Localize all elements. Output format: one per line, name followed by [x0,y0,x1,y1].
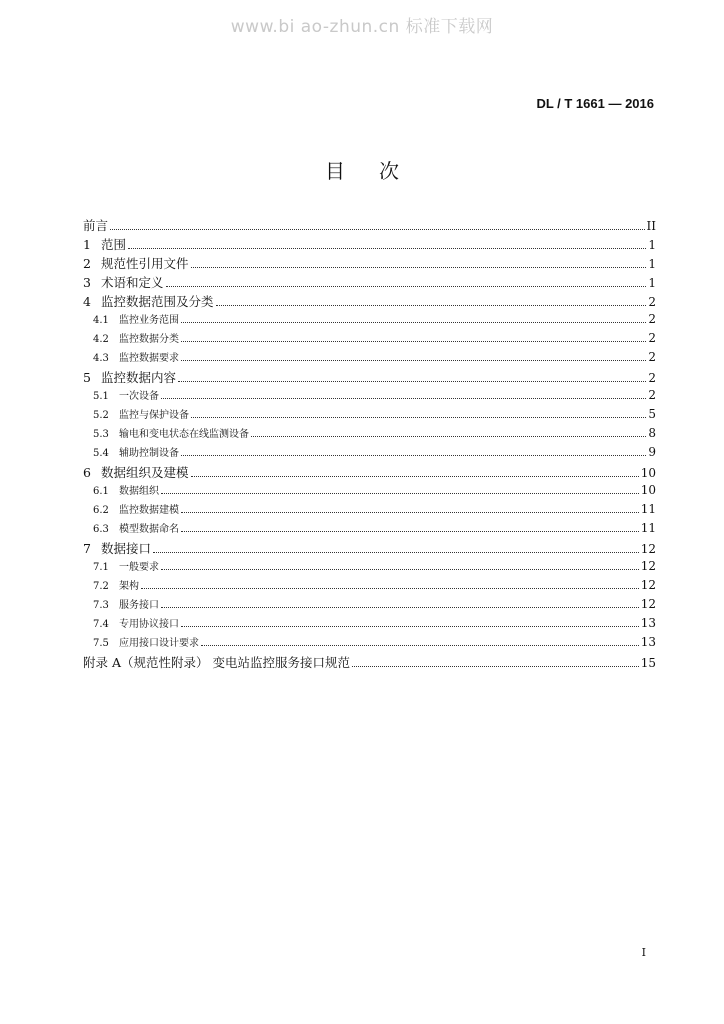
toc-entry-label: 输电和变电状态在线监测设备 [119,429,249,440]
toc-entry[interactable] [83,254,656,273]
toc-entry-label: 辅助控制设备 [119,448,179,459]
toc-dot-leader [181,360,646,361]
toc-entry-number: 4.1 [93,315,109,326]
toc-entry-page: 2 [648,371,656,385]
toc-entry-label: 一般要求 [119,562,159,573]
toc-entry-page: 13 [640,616,656,630]
toc-entry-label: 监控与保护设备 [119,410,189,421]
toc-entry-number: 4.3 [93,353,109,364]
toc-entry-page: 2 [648,388,656,402]
toc-entry-label: 架构 [119,581,139,592]
toc-entry-page: 15 [640,656,656,670]
toc-dot-leader [110,229,645,230]
toc-entry-number: 5.2 [93,410,109,421]
toc-entry-page: 2 [648,295,656,309]
toc-entry-number: 6 [83,465,91,480]
toc-entry-label: 应用接口设计要求 [119,638,199,649]
toc-entry[interactable] [83,444,656,463]
toc-entry-number: 7.4 [93,619,109,630]
toc-entry-page: 10 [640,466,656,480]
toc-entry-page: 2 [648,331,656,345]
toc-dot-leader [161,493,639,494]
toc-dot-leader [178,381,646,382]
toc-entry[interactable] [83,653,656,672]
toc-entry-page: 1 [648,276,656,290]
toc-dot-leader [191,267,647,268]
toc-entry-label: 范围 [101,237,127,252]
toc-entry-page: 8 [648,426,656,440]
toc-entry-number: 2 [83,256,91,271]
toc-entry[interactable] [83,501,656,520]
toc-entry-number: 5.4 [93,448,109,459]
toc-entry-number: 5.1 [93,391,109,402]
toc-entry-page: 5 [648,407,656,421]
toc-entry-number: 6.3 [93,524,109,535]
toc-entry-label: 一次设备 [119,391,159,402]
toc-entry-label: 数据组织及建模 [101,465,189,480]
toc-entry-page: 10 [640,483,656,497]
toc-entry-number: 5 [83,370,91,385]
toc-dot-leader [251,436,646,437]
toc-dot-leader [181,531,639,532]
toc-entry-number: 7.2 [93,581,109,592]
toc-entry[interactable] [83,558,656,577]
toc-dot-leader [161,398,646,399]
toc-entry[interactable] [83,216,656,235]
toc-entry[interactable] [83,634,656,653]
toc-entry-page: 11 [640,521,656,535]
toc-dot-leader [166,286,647,287]
toc-entry-number: 7.5 [93,638,109,649]
toc-entry-number: 4 [83,294,91,309]
toc-entry[interactable] [83,577,656,596]
toc-dot-leader [216,305,647,306]
toc-dot-leader [181,455,646,456]
toc-dot-leader [181,512,639,513]
toc-entry-number: 5.3 [93,429,109,440]
toc-entry[interactable] [83,235,656,254]
toc-entry-page: 13 [640,635,656,649]
toc-entry-page: 2 [648,312,656,326]
toc-entry[interactable] [83,463,656,482]
toc-entry-number: 7.1 [93,562,109,573]
toc-entry-label: 术语和定义 [101,275,164,290]
toc-entry-page: 12 [640,578,656,592]
toc-dot-leader [153,552,639,553]
toc-entry-page: 1 [648,238,656,252]
toc-entry-label: 规范性引用文件 [101,256,189,271]
toc-entry-label: 监控业务范围 [119,315,179,326]
toc-entry-label: 模型数据命名 [119,524,179,535]
toc-entry-number: 6.1 [93,486,109,497]
toc-entry[interactable] [83,349,656,368]
toc-entry[interactable] [83,425,656,444]
toc-entry-label: 数据组织 [119,486,159,497]
watermark: www.bi ao-zhun.cn 标准下载网 [230,17,494,37]
toc-entry-page: 12 [640,559,656,573]
toc-entry-label: 前言 [83,218,109,233]
toc-entry[interactable] [83,482,656,501]
toc-dot-leader [352,666,639,667]
toc-entry-label: 专用协议接口 [119,619,179,630]
toc-entry-number: 3 [83,275,91,290]
toc-entry[interactable] [83,615,656,634]
toc-entry-label: 监控数据建模 [119,505,179,516]
toc-entry[interactable] [83,387,656,406]
document-code: DL / T 1661 — 2016 [536,96,654,111]
toc-entry-label: 数据接口 [101,541,152,556]
toc-dot-leader [161,569,639,570]
table-of-contents [83,216,656,672]
toc-entry[interactable] [83,330,656,349]
toc-entry[interactable] [83,368,656,387]
toc-entry-label: 监控数据要求 [119,353,179,364]
toc-entry[interactable] [83,539,656,558]
toc-dot-leader [161,607,639,608]
toc-entry[interactable] [83,273,656,292]
toc-entry-label: 监控数据分类 [119,334,179,345]
page-number: I [641,946,646,959]
toc-entry-number: 4.2 [93,334,109,345]
toc-entry-number: 1 [83,237,91,252]
toc-dot-leader [181,322,646,323]
toc-entry-page: 9 [648,445,656,459]
toc-dot-leader [141,588,639,589]
toc-entry-label: 服务接口 [119,600,159,611]
toc-entry[interactable] [83,292,656,311]
toc-dot-leader [191,476,639,477]
toc-entry-page: 2 [648,350,656,364]
toc-entry-page: 12 [640,542,656,556]
toc-dot-leader [181,626,639,627]
toc-entry-page: 11 [640,502,656,516]
toc-entry-number: 7.3 [93,600,109,611]
page-title: 目次 [325,159,433,183]
toc-entry-label: 附录 A（规范性附录） 变电站监控服务接口规范 [83,655,350,670]
toc-entry[interactable] [83,406,656,425]
toc-dot-leader [201,645,639,646]
toc-entry-label: 监控数据范围及分类 [101,294,214,309]
toc-entry-label: 监控数据内容 [101,370,177,385]
toc-entry[interactable] [83,311,656,330]
toc-entry[interactable] [83,596,656,615]
toc-dot-leader [191,417,646,418]
toc-entry-page: II [646,219,656,233]
toc-entry[interactable] [83,520,656,539]
toc-dot-leader [181,341,646,342]
toc-entry-number: 7 [83,541,91,556]
toc-dot-leader [128,248,646,249]
toc-entry-page: 12 [640,597,656,611]
toc-entry-page: 1 [648,257,656,271]
toc-entry-number: 6.2 [93,505,109,516]
